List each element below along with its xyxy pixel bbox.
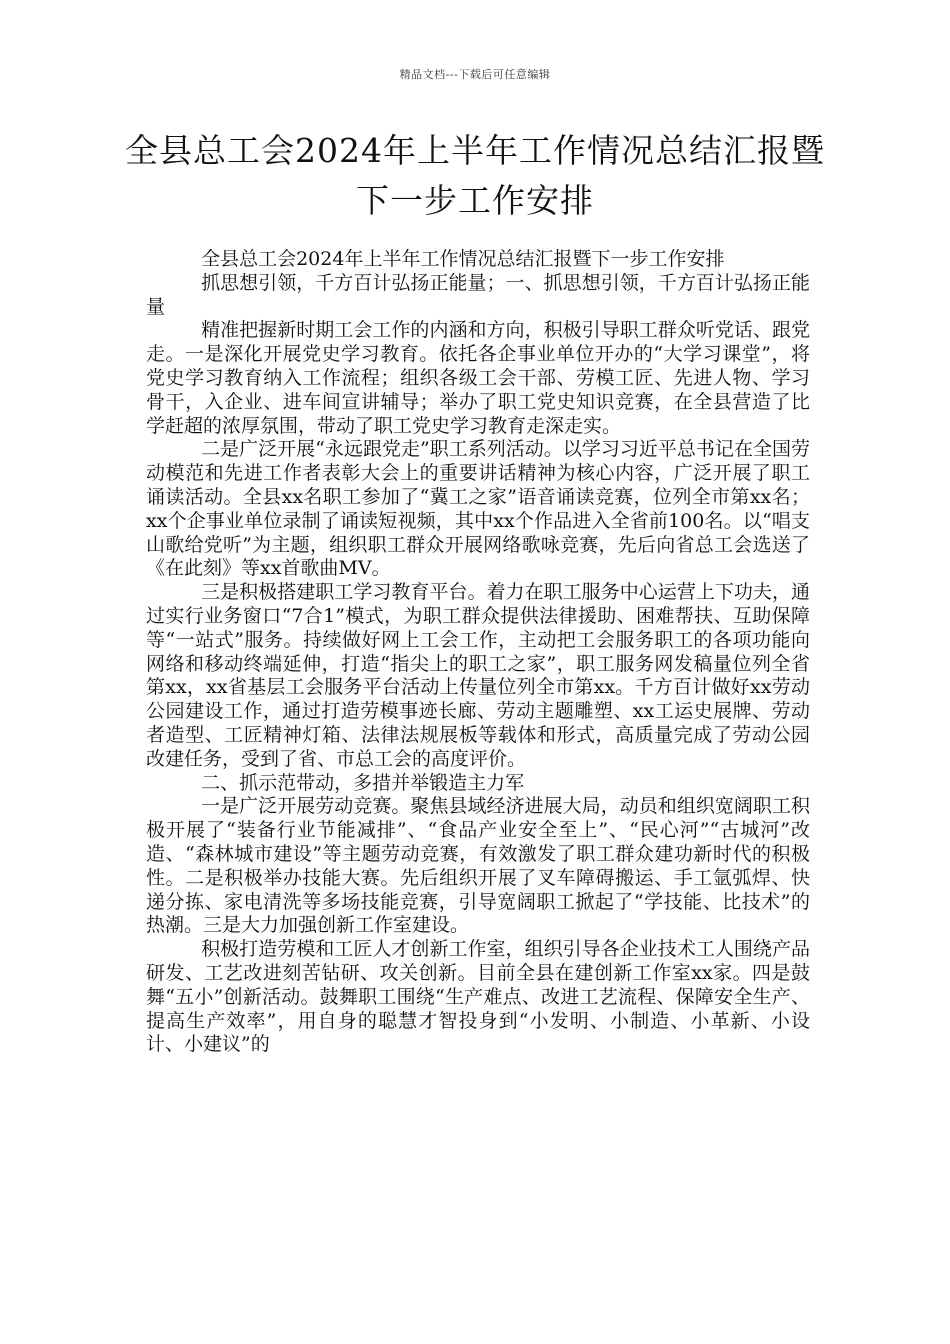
header-note: 精品文档---下载后可任意编辑 [399,68,551,81]
paragraph: 二是广泛开展“永远跟党走”职工系列活动。以学习习近平总书记在全国劳动模范和先进工作者表彰大会上的重要讲话精神为核心内容，广泛开展了职工诵读活动。全县xx名职工参加了“冀工之家”语音诵读竞赛，位列全市第xx名；xx个企事业单位录制了诵读短视频，其中xx个作品进入全省前100名。以“唱支山歌给党听”为主题，组织职工群众开展网络歌咏竞赛，先后向省总工会选送了《在此刻》等xx首歌曲MV。 [146,438,810,580]
paragraph: 一是广泛开展劳动竞赛。聚焦县域经济进展大局，动员和组织宽阔职工积极开展了“装备行业节能减排”、“食品产业安全至上”、“民心河”“古城河”改造、“森林城市建设”等主题劳动竞赛，有效激发了职工群众建功新时代的积极性。二是积极举办技能大赛。先后组织开展了叉车障碍搬运、手工氩弧焊、快递分拣、家电清洗等多场技能竞赛，引导宽阔职工掀起了“学技能、比技术”的热潮。三是大力加强创新工作室建设。 [146,795,810,937]
paragraph: 积极打造劳模和工匠人才创新工作室，组织引导各企业技术工人围绕产品研发、工艺改进刻苦钻研、攻关创新。目前全县在建创新工作室xx家。四是鼓舞“五小”创新活动。鼓舞职工围绕“生产难点、改进工艺流程、保障安全生产、提高生产效率”，用自身的聪慧才智投身到“小发明、小制造、小革新、小设计、小建议”的 [146,938,810,1056]
document-body [146,248,810,1057]
paragraph: 抓思想引领，千方百计弘扬正能量；一、抓思想引领，千方百计弘扬正能量 [146,271,810,318]
section-heading: 二、抓示范带动，多措并举锻造主力军 [201,771,525,794]
paragraph: 全县总工会2024年上半年工作情况总结汇报暨下一步工作安排 [201,248,725,270]
paragraph: 三是积极搭建职工学习教育平台。着力在职工服务中心运营上下功夫，通过实行业务窗口“7合1”模式，为职工群众提供法律援助、困难帮扶、互助保障等“一站式”服务。持续做好网上工会工作，主动把工会服务职工的各项功能向网络和移动终端延伸，打造“指尖上的职工之家”，职工服务网发稿量位列全省第xx，xx省基层工会服务平台活动上传量位列全市第xx。千方百计做好xx劳动公园建设工作，通过打造劳模事迹长廊、劳动主题雕塑、xx工运史展牌、劳动者造型、工匠精神灯箱、法律法规展板等载体和形式，高质量完成了劳动公园改建任务，受到了省、市总工会的高度评价。 [146,581,810,770]
document-title: 全县总工会2024年上半年工作情况总结汇报暨下一步工作安排 [125,131,825,220]
paragraph: 精准把握新时期工会工作的内涵和方向，积极引导职工群众听党话、跟党走。一是深化开展党史学习教育。依托各企事业单位开办的“大学习课堂”，将党史学习教育纳入工作流程；组织各级工会干部、劳模工匠、先进人物、学习骨干，入企业、进车间宣讲辅导；举办了职工党史知识竞赛，在全县营造了比学赶超的浓厚氛围，带动了职工党史学习教育走深走实。 [146,319,810,437]
